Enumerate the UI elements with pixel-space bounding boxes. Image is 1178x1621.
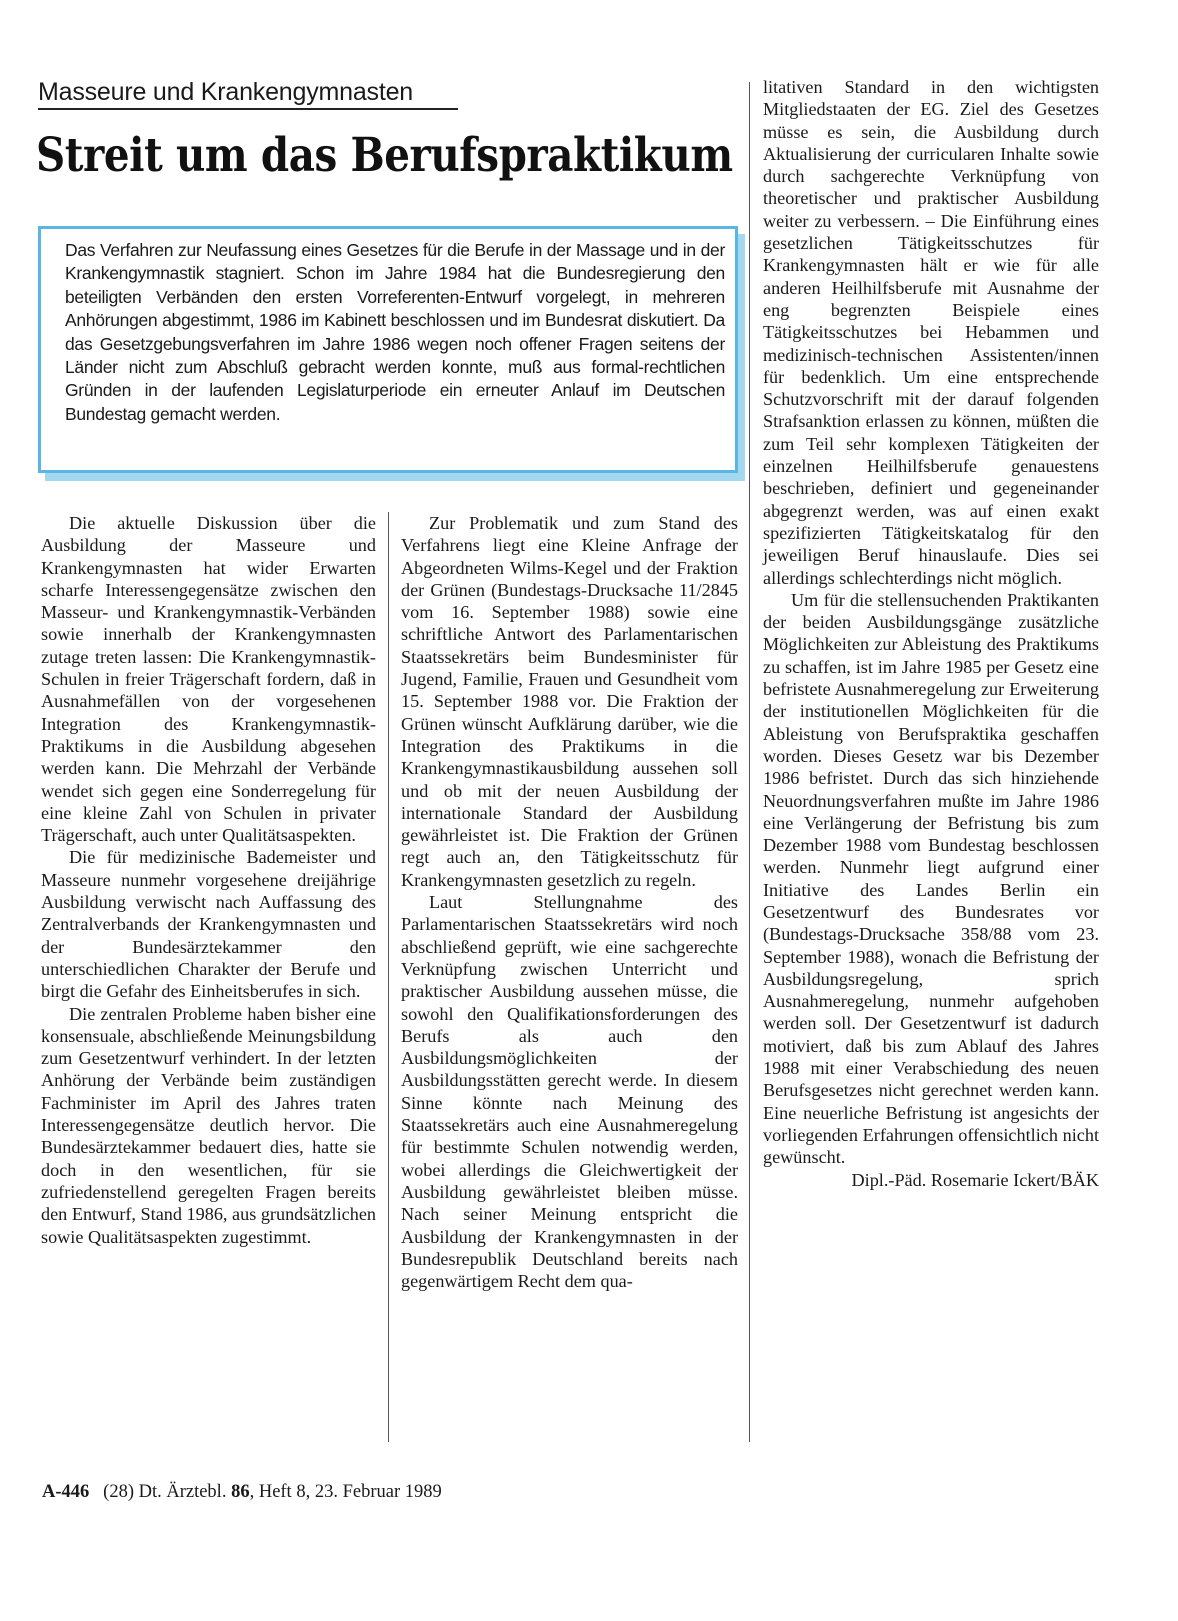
paragraph: Die für medizinische Bademeister und Masseure nunmehr vorgesehene dreijährige Ausbildung verwischt nach Auffassung des Zentralverbands der Krankengymnasten und der Bundesärztekammer den unterschiedlichen Charakter der Berufe und birgt die Gefahr des Einheitsberufes in sich.	[41, 847, 376, 1002]
article-column-3	[763, 76, 1099, 1191]
page-footer	[42, 1482, 442, 1503]
article-headline: Streit um das Berufspraktikum	[36, 128, 733, 183]
journal-ref: (28) Dt. Ärztebl.	[103, 1482, 227, 1502]
paragraph: litativen Standard in den wichtigsten Mitgliedstaaten der EG. Ziel des Gesetzes müsse es sein, die Ausbildung durch Aktualisierung der curricularen Inhalte sowie durch sachgerechte Verknüpfung von theoretischer und praktischer Ausbildung weiter zu verbessern. – Die Einführung eines gesetzlichen Tätigkeitsschutzes für Krankengymnasten hält er wie für alle anderen Heilhilfsberufe mit Ausnahme der eng begrenzten Beispiele eines Tätigkeitsschutzes bei Hebammen und medizinisch-technischen Assistenten/innen für bedenklich. Um eine entsprechende Schutzvorschrift mit der darauf folgenden Strafsanktion erlassen zu können, müßten die zum Teil sehr komplexen Tätigkeiten der einzelnen Heilhilfsberufe genauestens beschrieben, definiert und gegeneinander abgegrenzt werden, was auf einen exakt spezifizierten Tätigkeitskatalog für den jeweiligen Beruf hinauslaufe. Dies sei allerdings schlechterdings nicht möglich.	[763, 77, 1099, 588]
volume-number: 86	[231, 1482, 250, 1502]
paragraph: Um für die stellensuchenden Praktikanten der beiden Ausbildungsgänge zusätzliche Möglichkeiten zur Ableistung des Praktikums zu schaffen, ist im Jahre 1985 per Gesetz eine befristete Ausnahmeregelung zur Erweiterung der institutionellen Möglichkeiten für die Ableistung von Berufspraktika geschaffen worden. Dieses Gesetz war bis Dezember 1986 befristet. Durch das sich hinziehende Neuordnungsverfahren mußte im Jahre 1986 eine Verlängerung der Befristung bis zum Dezember 1988 vom Bundestag beschlossen werden. Nunmehr liegt aufgrund einer Initiative des Landes Berlin ein Gesetzentwurf des Bundesrates vor (Bundestags-Drucksache 358/88 vom 23. September 1988), wonach die Befristung der Ausbildungsregelung, sprich Ausnahmeregelung, nunmehr aufgehoben werden soll. Der Gesetzentwurf ist dadurch motiviert, daß bis zum Ablauf des Jahres 1988 mit einer Verabschiedung des neuen Berufsgesetzes nicht gerechnet werden kann. Eine neuerliche Befristung ist angesichts der vorliegenden Erfahrungen offensichtlich nicht gewünscht.	[763, 589, 1099, 1168]
lead-text: Das Verfahren zur Neufassung eines Gesetzes für die Berufe in der Massage und in der Krankengymnastik stagniert. Schon im Jahre 1984 hat die Bundesregierung den beteiligten Verbänden den ersten Vorreferenten-Entwurf vorgelegt, in mehreren Anhörungen abgestimmt, 1986 im Kabinett beschlossen und im Bundesrat diskutiert. Da das Gesetzgebungsverfahren im Jahre 1986 wegen noch offener Fragen seitens der Länder nicht zum Abschluß gebracht werden konnte, muß aus formal-rechtlichen Gründen in der laufenden Legislaturperiode ein erneuter Anlauf im Deutschen Bundestag gemacht werden.	[65, 240, 725, 424]
paragraph: Die zentralen Probleme haben bisher eine konsensuale, abschließende Meinungsbildung zum Gesetzentwurf verhindert. In der letzten Anhörung der Verbände beim zuständigen Fachminister im April des Jahres traten Interessengegensätze deutlich hervor. Die Bundesärztekammer bedauert dies, hatte sie doch in den wesentlichen, für sie zufriedenstellend geregelten Fragen bereits den Entwurf, Stand 1986, aus grundsätzlichen sowie Qualitätsaspekten zugestimmt.	[41, 1003, 376, 1247]
section-kicker: Masseure und Krankengymnasten	[38, 78, 458, 110]
paragraph: Laut Stellungnahme des Parlamentarischen Staatssekretärs wird noch abschließend geprüft, wie eine sachgerechte Verknüpfung zwischen Unterricht und praktischer Ausbildung aussehen müsse, die sowohl den Qualifikationsforderungen des Berufs als auch den Ausbildungsmöglichkeiten der Ausbildungsstätten gerecht werde. In diesem Sinne könnte nach Meinung des Staatssekretärs auch eine Ausnahmeregelung für bestimmte Schulen notwendig werden, wobei allerdings die Gleichwertigkeit der Ausbildung gewährleistet bleiben müsse. Nach seiner Meinung entspricht die Ausbildung der Krankengymnasten in der Bundesrepublik Deutschland bereits nach gegenwärtigem Recht dem qua-	[401, 892, 738, 1292]
author-signature: Dipl.-Päd. Rosemarie Ickert/BÄK	[851, 1169, 1099, 1190]
paragraph: Die aktuelle Diskussion über die Ausbildung der Masseure und Krankengymnasten hat wider Erwarten scharfe Interessengegensätze zwischen den Masseur- und Krankengymnastik-Verbänden sowie innerhalb der Krankengymnasten zutage treten lassen: Die Krankengymnastik-Schulen in freier Trägerschaft fordern, daß in Ausnahmefällen von der vorgesehenen Integration des Krankengymnastik-Praktikums in die Ausbildung abgesehen werden kann. Die Mehrzahl der Verbände wendet sich gegen eine Sonderregelung für eine kleine Zahl von Schulen in privater Trägerschaft, auch unter Qualitätsaspekten.	[41, 513, 376, 846]
column-divider-left	[388, 512, 389, 1442]
issue-date: , Heft 8, 23. Februar 1989	[249, 1482, 442, 1502]
article-column-1	[41, 512, 376, 1248]
page-number: A-446	[42, 1482, 90, 1502]
column-divider-right	[749, 82, 750, 1442]
article-column-2	[401, 512, 738, 1292]
lead-box	[38, 226, 738, 473]
paragraph: Zur Problematik und zum Stand des Verfahrens liegt eine Kleine Anfrage der Abgeordneten Wilms-Kegel und der Fraktion der Grünen (Bundestags-Drucksache 11/2845 vom 16. September 1988) sowie eine schriftliche Antwort des Parlamentarischen Staatssekretärs beim Bundesminister für Jugend, Familie, Frauen und Gesundheit vom 15. September 1988 vor. Die Fraktion der Grünen wünscht Aufklärung darüber, wie die Integration des Praktikums in die Krankengymnastikausbildung aussehen soll und ob mit der neuen Ausbildung der internationale Standard der Ausbildung gewährleistet ist. Die Fraktion der Grünen regt auch an, den Tätigkeitsschutz für Krankengymnasten gesetzlich zu regeln.	[401, 513, 738, 890]
